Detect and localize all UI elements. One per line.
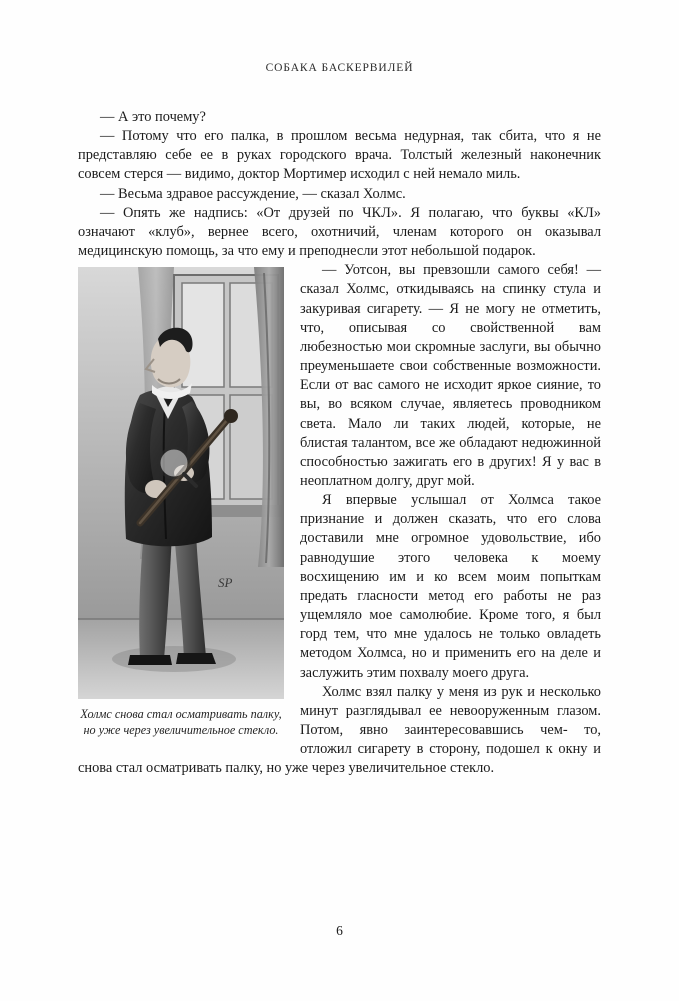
paragraph: Холмс взял палку у меня из рук и несколько минут разглядывал ее невооруженным глазом. Потом, явно заинтересовавшись чем- то, отложил сигарету в сторону, подошел к окну и снова стал осматривать палку, но уже через увеличительное стекло.	[78, 683, 601, 777]
figure-illustration	[78, 267, 284, 738]
running-head: СОБАКА БАСКЕРВИЛЕЙ	[265, 62, 414, 74]
paragraph: — Опять же надпись: «От друзей по ЧКЛ». Я полагаю, что буквы «КЛ» означают «клуб», вернее всего, охотничий, членам которого он оказывал медицинскую помощь, за что ему и преподнесли этот небольшой подарок.	[78, 204, 601, 260]
illustration-image	[78, 267, 284, 699]
figure-caption: Холмс снова стал осматривать палку, но уже через увеличительное стекло.	[80, 707, 282, 737]
page-number: 6	[336, 923, 343, 938]
paragraph: — Весьма здравое рассуждение, — сказал Холмс.	[100, 185, 406, 202]
page-body	[78, 108, 601, 778]
paragraph: Я впервые услышал от Холмса такое признание и должен сказать, что его слова доставили мне огромное удовольствие, ибо равнодушие этого человека к моему восхищению им и ко всем моим попыткам предать гласности метод его работы не раз ущемляло мое самолюбие. Кроме того, я был горд тем, что мне удалось не только овладеть методом Холмса, но и применить его на деле и заслужить этим похвалу моего друга.	[300, 492, 601, 681]
paragraph: — А это почему?	[100, 109, 206, 125]
paragraph: — Потому что его палка, в прошлом весьма недурная, так сбита, что я не представляю себе ее в руках городского врача. Толстый железный наконечник совсем стерся — видимо, доктор Мортимер исходил с ней немало миль.	[78, 128, 601, 183]
artist-monogram: SP	[218, 575, 233, 591]
paragraph: — Уотсон, вы превзошли самого себя! — сказал Холмс, откидываясь на спинку стула и закуривая сигарету. — Я не могу не отметить, что, описывая со свойственной вам любезностью мои скромные заслуги, вы обычно преуменьшаете свои собственные возможности. Если от вас самого не исходит яркое сияние, то вы, во всяком случае, являетесь проводником света. Мало ли таких людей, которые, не блистая талантом, все же обладают недюжинной способностью зажигать его в других! Я у вас в неоплатном долгу, друг мой.	[300, 262, 601, 489]
